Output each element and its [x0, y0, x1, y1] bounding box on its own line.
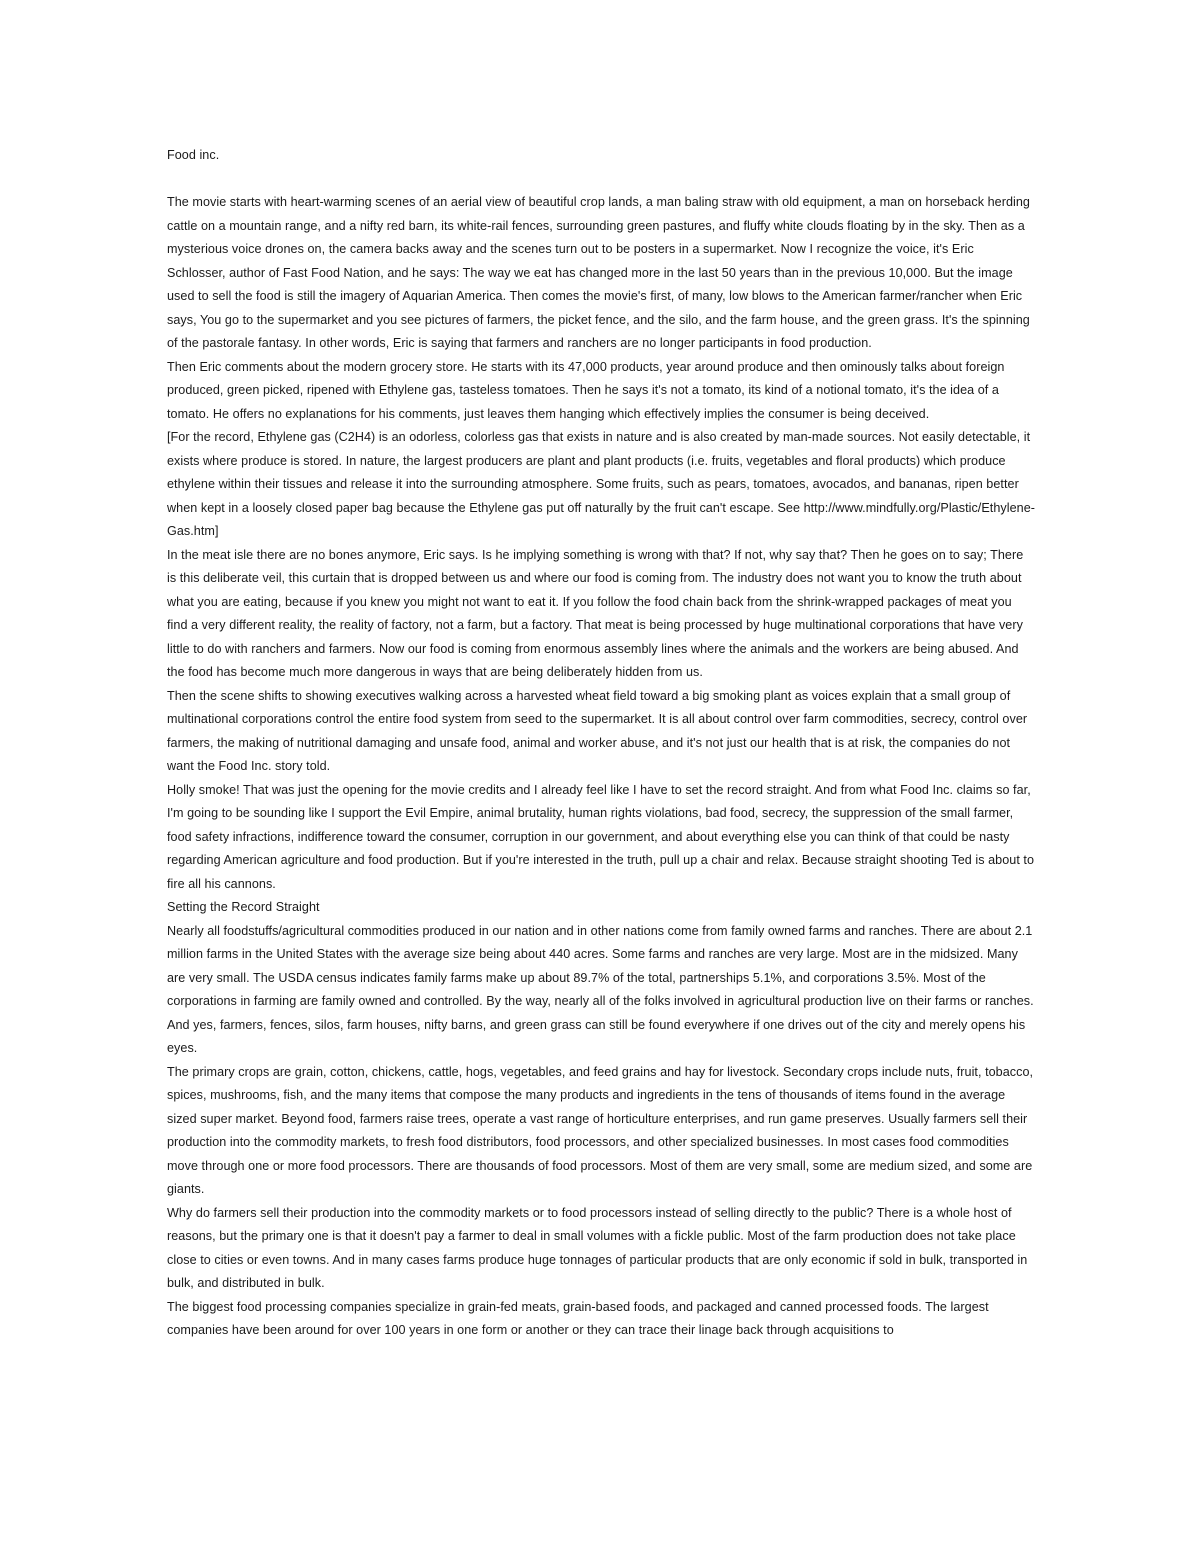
section-subheading: Setting the Record Straight — [167, 900, 320, 914]
paragraph-ethylene-note: [For the record, Ethylene gas (C2H4) is an odorless, colorless gas that exists in nature and is also created by man-made sources. Not easily detectable, it exists where produce is stored. In nature, the largest producers are plant and plant products (i.e. fruits, vegetables and floral products) which produce ethylene within their tissues and release it into the surrounding atmosphere. Some fruits, such as pears, tomatoes, avocados, and bananas, ripen better when kept in a loosely closed paper bag because the Ethylene gas put off naturally by the fruit can't escape. See http://www.mindfully.org/Plastic/Ethylene-Gas.htm] — [167, 430, 1036, 538]
paragraph-primary-crops: The primary crops are grain, cotton, chickens, cattle, hogs, vegetables, and feed grains and hay for livestock. Secondary crops include nuts, fruit, tobacco, spices, mushrooms, fish, and the many items that compose the many products and ingredients in the tens of thousands of items found in the average sized super market. Beyond food, farmers raise trees, operate a vast range of horticulture enterprises, and run game preserves. Usually farmers sell their production into the commodity markets, to fresh food distributors, food processors, and other specialized businesses. In most cases food commodities move through one or more food processors. There are thousands of food processors. Most of them are very small, some are medium sized, and some are giants. — [167, 1064, 1034, 1196]
paragraph-grocery-store: Then Eric comments about the modern grocery store. He starts with its 47,000 products, year around produce and then ominously talks about foreign produced, green picked, ripened with Ethylene gas, tasteless tomatoes. Then he says it's not a tomato, its kind of a notional tomato, it's the idea of a tomato. He offers no explanations for his comments, just leaves them hanging which effectively implies the consumer is being deceived. — [167, 359, 1005, 421]
paragraph-why-sell: Why do farmers sell their production into the commodity markets or to food processors instead of selling directly to the public? There is a whole host of reasons, but the primary one is that it doesn't pay a farmer to deal in small volumes with a fickle public. Most of the farm production does not take place close to cities or even towns. And in many cases farms produce huge tonnages of particular products that are only economic if sold in bulk, transported in bulk, and distributed in bulk. — [167, 1205, 1028, 1290]
paragraph-holly-smoke: Holly smoke! That was just the opening for the movie credits and I already feel like I have to set the record straight. And from what Food Inc. claims so far, I'm going to be sounding like I support the Evil Empire, animal brutality, human rights violations, bad food, secrecy, the suppression of the small farmer, food safety infractions, indifference toward the consumer, corruption in our government, and about everything else you can think of that could be nasty regarding American agriculture and food production. But if you're interested in the truth, pull up a chair and relax. Because straight shooting Ted is about to fire all his cannons. — [167, 782, 1035, 891]
document-body — [167, 144, 1035, 1343]
paragraph-meat-isle: In the meat isle there are no bones anymore, Eric says. Is he implying something is wrong with that? If not, why say that? Then he goes on to say; There is this deliberate veil, this curtain that is dropped between us and where our food is coming from. The industry does not want you to know the truth about what you are eating, because if you knew you might not want to eat it. If you follow the food chain back from the shrink-wrapped packages of meat you find a very different reality, the reality of factory, not a farm, but a factory. That meat is being processed by huge multinational corporations that have very little to do with ranchers and farmers. Now our food is coming from enormous assembly lines where the animals and the workers are being abused. And the food has become much more dangerous in ways that are being deliberately hidden from us. — [167, 547, 1024, 679]
blank-line — [167, 168, 1035, 192]
document-title: Food inc. — [167, 148, 220, 162]
paragraph-executives: Then the scene shifts to showing executives walking across a harvested wheat field toward a big smoking plant as voices explain that a small group of multinational corporations control the entire food system from seed to the supermarket. It is all about control over farm commodities, secrecy, control over farmers, the making of nutritional damaging and unsafe food, animal and worker abuse, and it's not just our health that is at risk, the companies do not want the Food Inc. story told. — [167, 688, 1028, 773]
paragraph-intro: The movie starts with heart-warming scenes of an aerial view of beautiful crop lands, a man baling straw with old equipment, a man on horseback herding cattle on a mountain range, and a nifty red barn, its white-rail fences, surrounding green pastures, and fluffy white clouds floating by in the sky. Then as a mysterious voice drones on, the camera backs away and the scenes turn out to be posters in a supermarket. Now I recognize the voice, it's Eric Schlosser, author of Fast Food Nation, and he says: The way we eat has changed more in the last 50 years than in the previous 10,000. But the image used to sell the food is still the imagery of Aquarian America. Then comes the movie's first, of many, low blows to the American farmer/rancher when Eric says, You go to the supermarket and you see pictures of farmers, the picket fence, and the silo, and the farm house, and the green grass. It's the spinning of the pastorale fantasy. In other words, Eric is saying that farmers and ranchers are no longer participants in food production. — [167, 195, 1030, 350]
paragraph-family-farms: Nearly all foodstuffs/agricultural commodities produced in our nation and in other nations come from family owned farms and ranches. There are about 2.1 million farms in the United States with the average size being about 440 acres. Some farms and ranches are very large. Most are in the midsized. Many are very small. The USDA census indicates family farms make up about 89.7% of the total, partnerships 5.1%, and corporations 3.5%. Most of the corporations in farming are family owned and controlled. By the way, nearly all of the folks involved in agricultural production live on their farms or ranches. And yes, farmers, fences, silos, farm houses, nifty barns, and green grass can still be found everywhere if one drives out of the city and merely opens his eyes. — [167, 923, 1034, 1055]
paragraph-biggest-processors: The biggest food processing companies specialize in grain-fed meats, grain-based foods, and packaged and canned processed foods. The largest companies have been around for over 100 years in one form or another or they can trace their linage back through acquisitions to — [167, 1299, 989, 1337]
